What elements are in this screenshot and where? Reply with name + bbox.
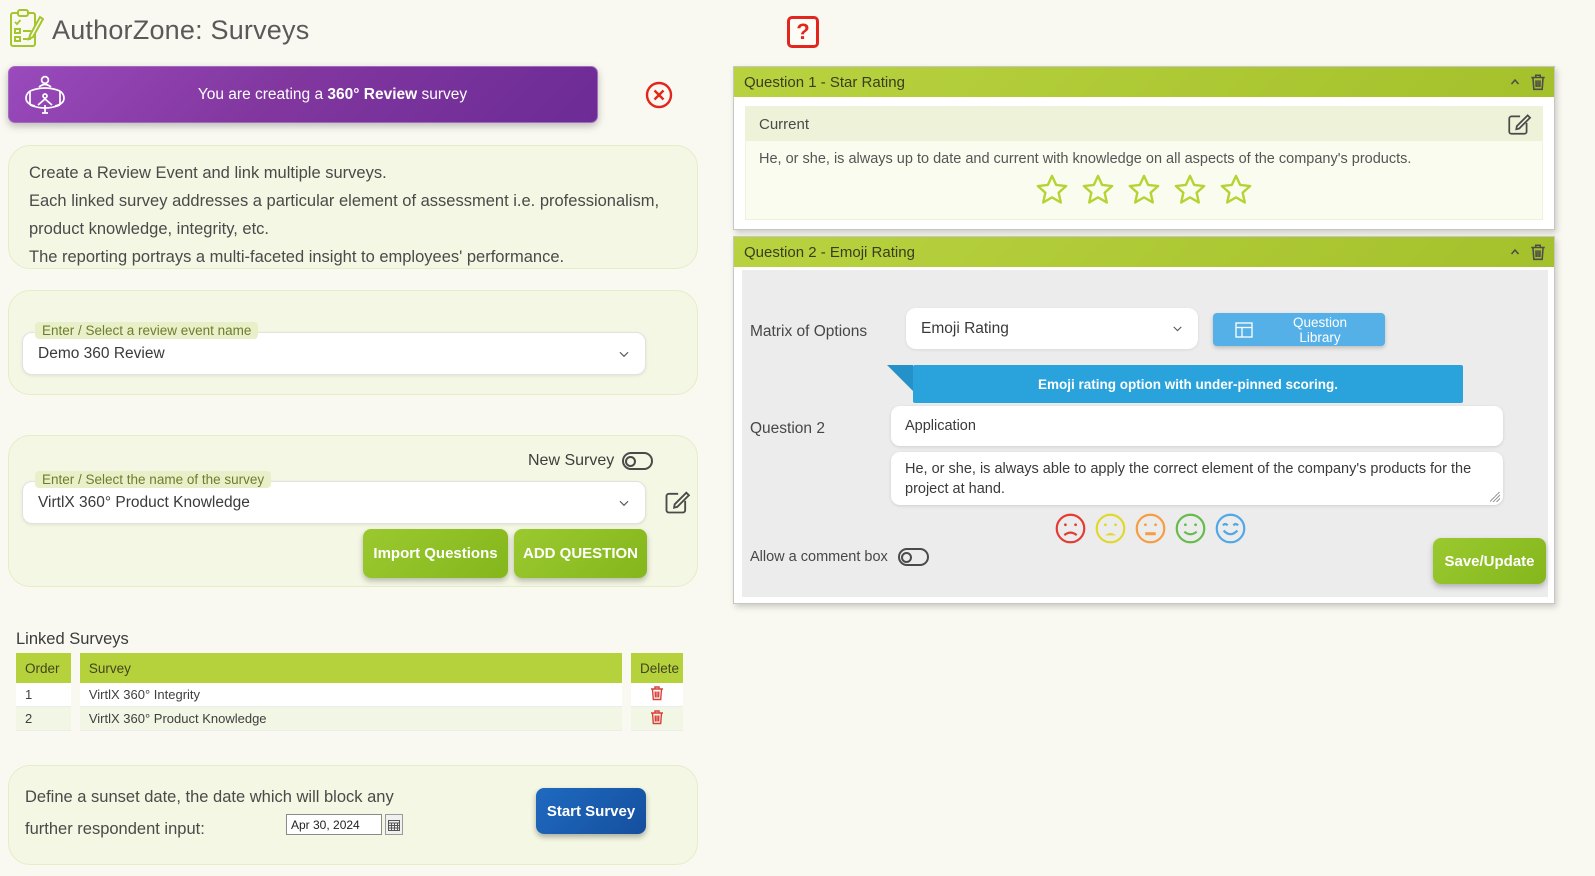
help-icon[interactable]: ? xyxy=(787,16,819,48)
tooltip-arrow xyxy=(887,365,913,391)
col-survey: Survey xyxy=(80,653,622,683)
collapse-icon[interactable] xyxy=(1508,246,1522,258)
question2-body xyxy=(742,270,1548,597)
sunset-line2: further respondent input: xyxy=(25,820,205,838)
star-icon[interactable] xyxy=(1035,173,1069,207)
library-label: Question Library xyxy=(1292,314,1348,345)
banner-text: You are creating a 360° Review survey xyxy=(197,85,468,103)
intro-box xyxy=(8,145,698,269)
sunset-date-input[interactable] xyxy=(286,814,382,835)
import-questions-button[interactable]: Import Questions xyxy=(363,529,508,578)
question1-header xyxy=(734,67,1554,97)
matrix-of-options-label: Matrix of Options xyxy=(750,323,868,340)
col-delete: Delete xyxy=(631,653,683,683)
question2-description-textarea[interactable] xyxy=(891,452,1503,505)
edit-survey-icon[interactable] xyxy=(663,488,691,521)
review-360-icon xyxy=(22,72,68,118)
intro-line: The reporting portrays a multi-faceted insight to employees' performance. xyxy=(29,248,565,267)
start-survey-button[interactable]: Start Survey xyxy=(536,788,646,834)
tooltip-callout: Emoji rating option with under-pinned scoring. xyxy=(913,365,1463,403)
comment-toggle[interactable] xyxy=(898,548,929,566)
review-event-value: Demo 360 Review xyxy=(38,344,165,362)
calendar-icon[interactable] xyxy=(385,814,403,835)
row-order: 1 xyxy=(16,683,71,707)
emoji-very-happy-icon[interactable] xyxy=(1214,512,1247,545)
survey-name-label: Enter / Select the name of the survey xyxy=(35,471,271,488)
table-row xyxy=(16,707,683,731)
question2-header xyxy=(734,237,1554,267)
question1-title: Question 1 - Star Rating xyxy=(744,73,905,91)
app-logo-icon xyxy=(8,9,44,54)
emoji-unhappy-icon[interactable] xyxy=(1094,512,1127,545)
delete-survey-icon[interactable] xyxy=(631,683,683,707)
intro-line: Each linked survey addresses a particular element of assessment i.e. professionalism, xyxy=(29,192,660,211)
close-banner-icon[interactable] xyxy=(645,81,673,109)
row-order: 2 xyxy=(16,707,71,731)
question-library-button[interactable] xyxy=(1213,313,1385,346)
delete-survey-icon[interactable] xyxy=(631,707,683,731)
question1-panel xyxy=(733,66,1555,230)
chevron-down-icon xyxy=(1171,322,1184,335)
row-survey: VirtlX 360° Product Knowledge xyxy=(80,707,622,731)
emoji-very-unhappy-icon[interactable] xyxy=(1054,512,1087,545)
question2-name-value: Application xyxy=(905,418,976,434)
edit-question-icon[interactable] xyxy=(1506,111,1532,137)
matrix-value: Emoji Rating xyxy=(921,319,1009,337)
new-survey-row xyxy=(528,452,653,470)
emoji-neutral-icon[interactable] xyxy=(1134,512,1167,545)
question1-category-strip xyxy=(746,107,1542,141)
new-survey-toggle[interactable] xyxy=(622,452,653,470)
creating-survey-banner xyxy=(8,66,598,123)
table-row xyxy=(16,683,683,707)
star-icon[interactable] xyxy=(1127,173,1161,207)
star-icon[interactable] xyxy=(1173,173,1207,207)
linked-surveys-table xyxy=(16,653,683,731)
delete-question-icon[interactable] xyxy=(1530,243,1546,261)
question1-body xyxy=(745,106,1543,220)
chevron-down-icon xyxy=(617,347,631,361)
survey-name-value: VirtlX 360° Product Knowledge xyxy=(38,493,250,511)
question2-title: Question 2 - Emoji Rating xyxy=(744,243,915,261)
library-icon xyxy=(1235,322,1253,338)
question2-name-input[interactable] xyxy=(891,406,1503,446)
star-icon[interactable] xyxy=(1219,173,1253,207)
star-icon[interactable] xyxy=(1081,173,1115,207)
linked-surveys-title: Linked Surveys xyxy=(16,630,129,648)
collapse-icon[interactable] xyxy=(1508,76,1522,88)
page-title: AuthorZone: Surveys xyxy=(52,15,310,45)
save-update-button[interactable]: Save/Update xyxy=(1433,538,1546,584)
question1-category: Current xyxy=(759,115,810,133)
table-header-row xyxy=(16,653,683,683)
review-event-label: Enter / Select a review event name xyxy=(35,322,258,339)
chevron-down-icon xyxy=(617,496,631,510)
delete-question-icon[interactable] xyxy=(1530,73,1546,91)
emoji-rating-row xyxy=(1054,512,1247,545)
star-rating-row xyxy=(746,169,1542,207)
sunset-box xyxy=(8,765,698,865)
intro-line: product knowledge, integrity, etc. xyxy=(29,220,269,239)
new-survey-label: New Survey xyxy=(528,452,615,469)
resize-handle[interactable] xyxy=(1490,492,1500,502)
add-question-button[interactable]: ADD QUESTION xyxy=(514,529,647,578)
comment-toggle-row xyxy=(750,548,929,566)
row-survey: VirtlX 360° Integrity xyxy=(80,683,622,707)
survey-name-select[interactable] xyxy=(22,472,646,524)
matrix-select[interactable] xyxy=(906,308,1198,349)
intro-line: Create a Review Event and link multiple surveys. xyxy=(29,164,387,182)
question2-panel xyxy=(733,236,1555,604)
col-order: Order xyxy=(16,653,71,683)
review-event-select[interactable] xyxy=(22,323,646,375)
question1-text: He, or she, is always up to date and current with knowledge on all aspects of the company's products. xyxy=(759,151,1412,167)
question2-description: He, or she, is always able to apply the correct element of the company's products for the project at hand. xyxy=(905,461,1472,497)
emoji-happy-icon[interactable] xyxy=(1174,512,1207,545)
question2-label: Question 2 xyxy=(750,420,825,437)
sunset-line1: Define a sunset date, the date which will block any xyxy=(25,788,394,806)
comment-label: Allow a comment box xyxy=(750,549,888,565)
